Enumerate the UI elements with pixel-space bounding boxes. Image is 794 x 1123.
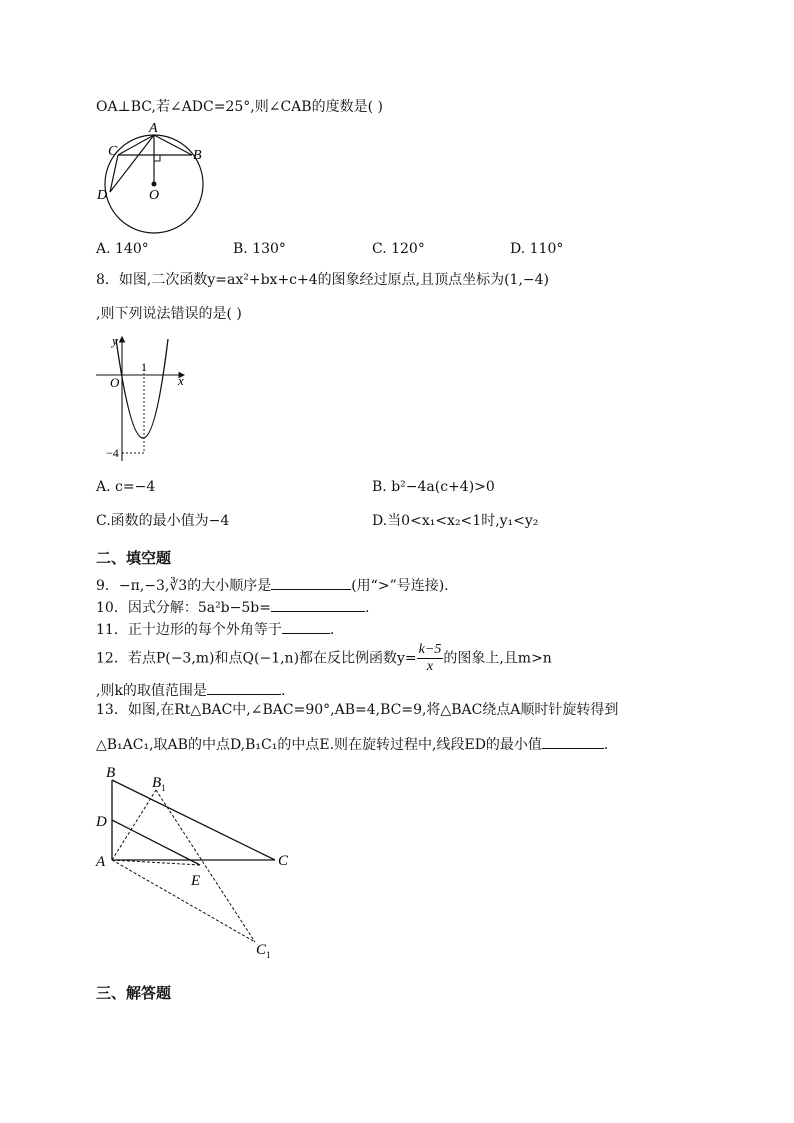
q7-label-o: O — [149, 188, 160, 203]
q12-fraction-denominator: x — [426, 659, 434, 674]
q13-segment-b1c1 — [156, 790, 255, 942]
q12-line-2 — [96, 680, 285, 700]
q8-label-origin: O — [110, 375, 120, 390]
q8-option-a: A. c=−4 — [96, 479, 156, 495]
q7-center-point — [152, 182, 157, 187]
q13-line-2 — [96, 734, 608, 754]
q13-label-b1: $B_1$ — [152, 775, 166, 793]
q13-label-d: D — [96, 814, 107, 830]
q8-option-b: B. b²−4a(c+4)>0 — [372, 479, 495, 495]
q9-answer-blank[interactable] — [271, 575, 351, 590]
section-fill-in-title: 二、填空题 — [96, 549, 172, 567]
q11-line — [96, 619, 334, 639]
q12-text-c: ,则k的取值范围是 — [96, 683, 207, 699]
q10-text-a: 10．因式分解：5a²b−5b= — [96, 600, 271, 616]
q12-text-d: . — [280, 683, 286, 699]
q13-line: 13．如图,在Rt△BAC中,∠BAC=90°,AB=4,BC=9,将△BAC绕点A顺时针旋转得到 — [96, 702, 619, 718]
q12-line — [96, 642, 552, 675]
q7-option-a: A. 140° — [96, 241, 149, 257]
q11-text-a: 11．正十边形的每个外角等于 — [96, 622, 282, 638]
q13-segment-ac1 — [112, 860, 255, 942]
q10-line — [96, 597, 369, 617]
q11-text-b: . — [329, 622, 335, 638]
q7-option-b: B. 130° — [233, 241, 286, 257]
q8-label-x: x — [178, 373, 184, 388]
q13-segment-ab1 — [112, 790, 156, 860]
q7-stem: OA⊥BC,若∠ADC=25°,则∠CAB的度数是( ) — [96, 99, 383, 115]
q7-label-b: B — [193, 148, 202, 163]
q9-text-b: (用“>”号连接). — [351, 578, 449, 594]
q10-text-b: . — [364, 600, 370, 616]
q8-option-c: C.函数的最小值为−4 — [96, 513, 230, 529]
q13-rotation-figure — [92, 762, 302, 967]
q8-label-minus4: −4 — [106, 446, 119, 460]
q7-option-c: C. 120° — [372, 241, 425, 257]
q7-right-angle-mark — [154, 155, 160, 161]
q11-answer-blank[interactable] — [282, 619, 330, 634]
q13-answer-blank[interactable] — [542, 734, 604, 749]
q8-stem: 8．如图,二次函数y=ax²+bx+c+4的图象经过原点,且顶点坐标为(1,−4) — [96, 272, 550, 288]
q8-parabola-figure — [92, 333, 197, 468]
q13-label-c: C — [278, 853, 289, 869]
q8-stem-2: ,则下列说法错误的是( ) — [96, 306, 242, 322]
q13-label-c1: $C_1$ — [256, 942, 271, 960]
q7-label-a: A — [149, 122, 158, 136]
q12-text-b: 的图象上,且m>n — [443, 650, 552, 667]
q13-label-e: E — [191, 873, 201, 889]
q8-parabola-curve — [116, 339, 168, 438]
q8-label-y: y — [112, 333, 118, 348]
q10-answer-blank[interactable] — [271, 597, 365, 612]
q13-segment-ae — [112, 860, 200, 865]
q7-line-ab — [154, 135, 192, 155]
q13-segment-de — [112, 820, 200, 865]
q12-text-a: 12．若点P(−3,m)和点Q(−1,n)都在反比例函数y= — [96, 650, 417, 667]
q9-line — [96, 575, 449, 595]
q7-circle-figure — [92, 122, 237, 234]
q12-fraction-numerator: k−5 — [418, 642, 442, 657]
q13-text-b: △B₁AC₁,取AB的中点D,B₁C₁的中点E.则在旋转过程中,线段ED的最小值 — [96, 737, 542, 753]
q13-segment-bc — [112, 780, 275, 860]
q13-label-b: B — [106, 765, 116, 781]
section-answer-title: 三、解答题 — [96, 984, 172, 1002]
q9-text-a: 9．−π,−3,∛3的大小顺序是 — [96, 578, 272, 594]
q7-option-d: D. 110° — [510, 241, 564, 257]
q8-option-d: D.当0<x₁<x₂<1时,y₁<y₂ — [372, 513, 539, 529]
q12-fraction — [417, 642, 444, 675]
q13-label-a: A — [96, 854, 106, 870]
q13-text-c: . — [603, 737, 609, 753]
q7-label-d: D — [97, 188, 108, 203]
q8-label-one: 1 — [141, 360, 147, 374]
q7-label-c: C — [108, 144, 118, 159]
q12-answer-blank[interactable] — [207, 680, 281, 695]
